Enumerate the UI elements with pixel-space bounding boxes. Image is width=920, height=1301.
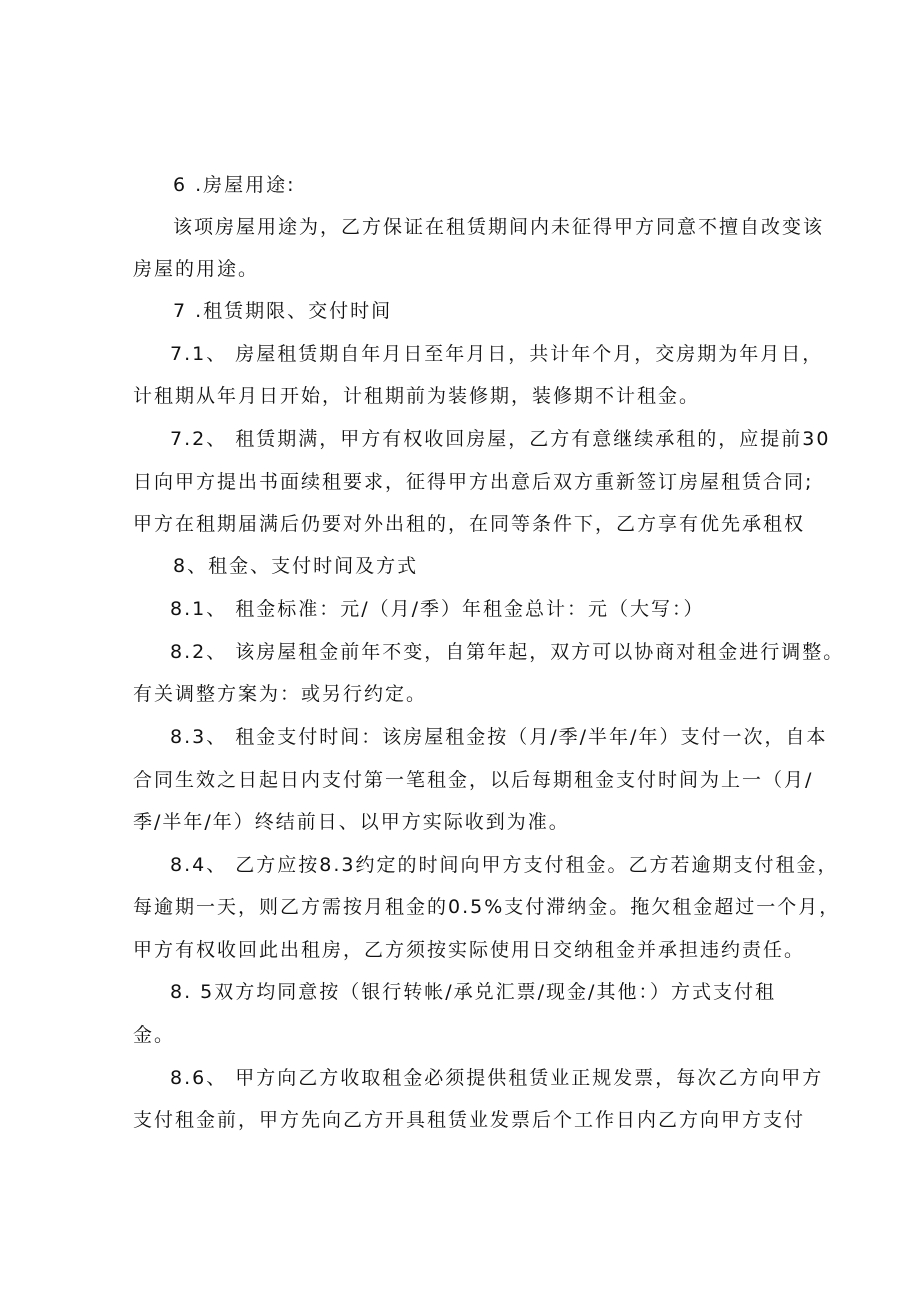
clause-8-2-line-1: 8.2、 该房屋租金前年不变，自第年起，双方可以协商对租金进行调整。 — [170, 641, 845, 663]
clause-8-5-line-1: 8. 5双方均同意按（银行转帐/承兑汇票/现金/其他：）方式支付租 — [170, 981, 776, 1003]
clause-8-3-line-2: 合同生效之日起日内支付第一笔租金，以后每期租金支付时间为上一（月/ — [133, 769, 814, 791]
paragraph-6-line-2: 房屋的用途。 — [133, 258, 260, 280]
clause-8-4-line-3: 甲方有权收回此出租房，乙方须按实际使用日交纳租金并承担违约责任。 — [133, 939, 806, 961]
clause-7-2-line-2: 日向甲方提出书面续租要求，征得甲方出意后双方重新签订房屋租赁合同; — [133, 471, 814, 493]
heading-8-rent: 8、租金、支付时间及方式 — [173, 555, 419, 577]
clause-7-1-line-1: 7.1、 房屋租赁期自年月日至年月日，共计年个月，交房期为年月日， — [170, 343, 824, 365]
heading-7-lease-term: 7 .租赁期限、交付时间 — [173, 300, 393, 322]
clause-8-2-line-2: 有关调整方案为：或另行约定。 — [133, 683, 428, 705]
clause-8-4-line-2: 每逾期一天，则乙方需按月租金的0.5%支付滞纳金。拖欠租金超过一个月， — [133, 896, 841, 918]
clause-7-1-line-2: 计租期从年月日开始，计租期前为装修期，装修期不计租金。 — [133, 385, 701, 407]
paragraph-6-line-1: 该项房屋用途为，乙方保证在租赁期间内未征得甲方同意不擅自改变该 — [173, 216, 825, 238]
clause-8-6-line-1: 8.6、 甲方向乙方收取租金必须提供租赁业正规发票，每次乙方向甲方 — [170, 1067, 824, 1089]
clause-7-2-line-1: 7.2、 租赁期满，甲方有权收回房屋，乙方有意继续承租的，应提前30 — [170, 428, 831, 450]
clause-8-1: 8.1、 租金标准：元/（月/季）年租金总计：元（大写：） — [170, 598, 705, 620]
clause-8-4-line-1: 8.4、 乙方应按8.3约定的时间向甲方支付租金。乙方若逾期支付租金， — [170, 854, 839, 876]
heading-6-house-use: 6 .房屋用途: — [173, 174, 296, 196]
clause-7-2-line-3: 甲方在租期届满后仍要对外出租的，在同等条件下，乙方享有优先承租权 — [133, 513, 806, 535]
clause-8-5-line-2: 金。 — [133, 1024, 176, 1046]
clause-8-6-line-2: 支付租金前，甲方先向乙方开具租赁业发票后个工作日内乙方向甲方支付 — [133, 1109, 806, 1131]
clause-8-3-line-1: 8.3、 租金支付时间：该房屋租金按（月/季/半年/年）支付一次，自本 — [170, 726, 828, 748]
clause-8-3-line-3: 季/半年/年）终结前日、以甲方实际收到为准。 — [133, 811, 570, 833]
